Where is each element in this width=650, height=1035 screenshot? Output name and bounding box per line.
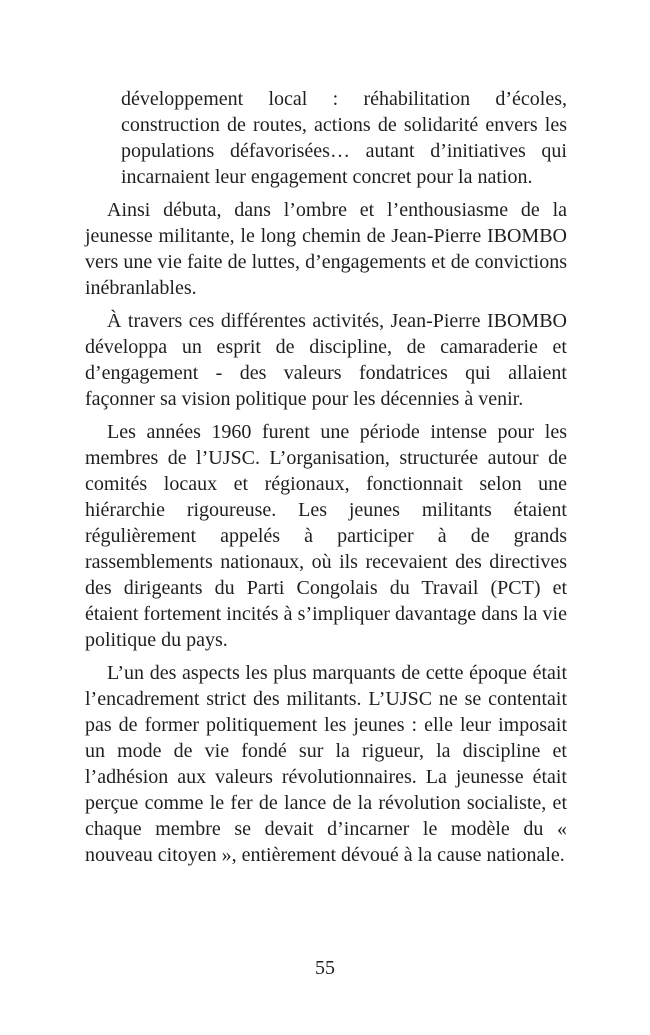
list-item-continuation: développement local : réhabilitation d’écoles, construction de routes, actions de solidarité envers les populations défavorisées… autant d’initiatives qui incarnaient leur engagement concret pour la nation.	[121, 88, 567, 188]
paragraph-1: Ainsi débuta, dans l’ombre et l’enthousiasme de la jeunesse militante, le long chemin de Jean-Pierre IBOMBO vers une vie faite de luttes, d’engagements et de convictions inébranlables.	[85, 199, 567, 299]
paragraph-2: À travers ces différentes activités, Jean-Pierre IBOMBO développa un esprit de discipline, de camaraderie et d’engagement - des valeurs fondatrices qui allaient façonner sa vision politique pour les décennies à venir.	[85, 310, 567, 410]
page-number: 55	[315, 957, 335, 979]
paragraph-3: Les années 1960 furent une période intense pour les membres de l’UJSC. L’organisation, structurée autour de comités locaux et régionaux, fonctionnait selon une hiérarchie rigoureuse. Les jeunes militants étaient régulièrement appelés à participer à de grands rassemblements nationaux, où ils recevaient des directives des dirigeants du Parti Congolais du Travail (PCT) et étaient fortement incités à s’impliquer davantage dans la vie politique du pays.	[85, 421, 567, 651]
paragraph-4: L’un des aspects les plus marquants de cette époque était l’encadrement strict des militants. L’UJSC ne se contentait pas de former politiquement les jeunes : elle leur imposait un mode de vie fondé sur la rigueur, la discipline et l’adhésion aux valeurs révolutionnaires. La jeunesse était perçue comme le fer de lance de la révolution socialiste, et chaque membre se devait d’incarner le modèle du « nouveau citoyen », entièrement dévoué à la cause nationale.	[85, 662, 567, 866]
body-text	[85, 86, 567, 868]
